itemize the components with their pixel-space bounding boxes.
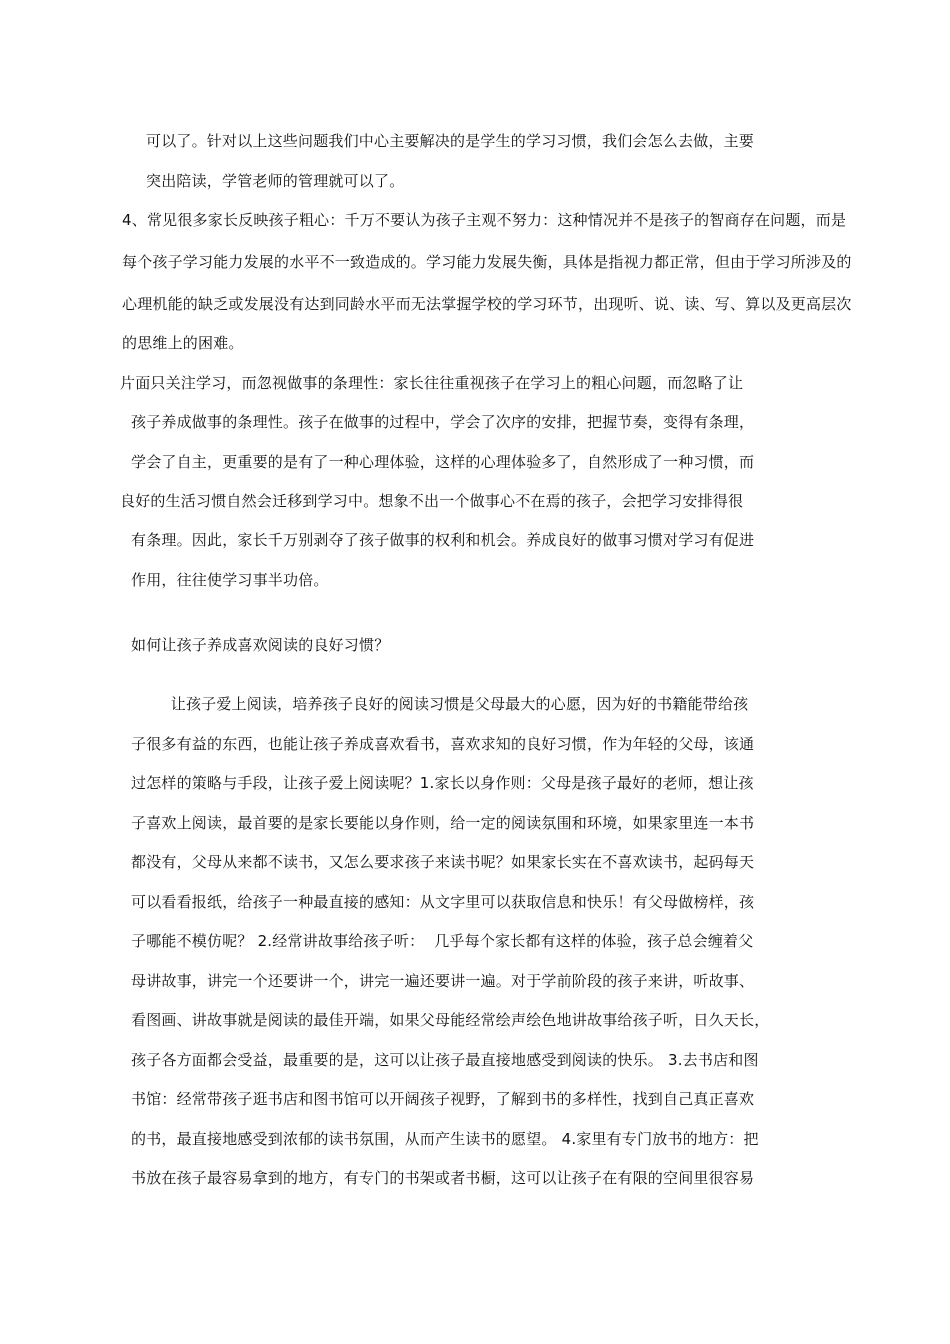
text-line: 书放在孩子最容易拿到的地方，有专门的书架或者书橱，这可以让孩子在有限的空间里很容易 xyxy=(131,1169,755,1187)
text-line: 书馆：经常带孩子逛书店和图书馆可以开阔孩子视野，了解到书的多样性，找到自己真正喜欢 xyxy=(131,1090,755,1108)
text-line: 孩子养成做事的条理性。孩子在做事的过程中，学会了次序的安排，把握节奏，变得有条理， xyxy=(131,413,755,431)
text-line: 有条理。因此，家长千万别剥夺了孩子做事的权利和机会。养成良好的做事习惯对学习有促进 xyxy=(131,531,755,549)
text-line: 心理机能的缺乏或发展没有达到同龄水平而无法掌握学校的学习环节，出现听、说、读、写、算以及更高层次 xyxy=(122,295,852,313)
text-line: 4、常见很多家长反映孩子粗心：千万不要认为孩子主观不努力：这种情况并不是孩子的智商存在问题，而是 xyxy=(122,211,847,229)
text-line: 可以看看报纸，给孩子一种最直接的感知：从文字里可以获取信息和快乐！有父母做榜样，孩 xyxy=(131,893,755,911)
text-line: 都没有，父母从来都不读书，又怎么要求孩子来读书呢？如果家长实在不喜欢读书，起码每天 xyxy=(131,853,755,871)
text-line: 突出陪读，学管老师的管理就可以了。 xyxy=(146,172,405,190)
text-line: 让孩子爱上阅读，培养孩子良好的阅读习惯是父母最大的心愿，因为好的书籍能带给孩 xyxy=(131,695,749,713)
text-line: 学会了自主，更重要的是有了一种心理体验，这样的心理体验多了，自然形成了一种习惯，而 xyxy=(131,453,755,471)
text-line: 每个孩子学习能力发展的水平不一致造成的。学习能力发展失衡，具体是指视力都正常，但由于学习所涉及的 xyxy=(122,253,852,271)
text-line: 子喜欢上阅读，最首要的是家长要能以身作则，给一定的阅读氛围和环境，如果家里连一本书 xyxy=(131,814,755,832)
text-line: 的思维上的困难。 xyxy=(122,334,244,352)
section-heading: 如何让孩子养成喜欢阅读的良好习惯？ xyxy=(131,636,390,654)
text-line: 良好的生活习惯自然会迁移到学习中。想象不出一个做事心不在焉的孩子，会把学习安排得很 xyxy=(120,492,744,510)
text-line: 的书，最直接地感受到浓郁的读书氛围，从而产生读书的愿望。 4.家里有专门放书的地方：把 xyxy=(131,1130,759,1148)
text-line: 可以了。针对以上这些问题我们中心主要解决的是学生的学习习惯，我们会怎么去做，主要 xyxy=(146,132,755,150)
text-line: 子很多有益的东西，也能让孩子养成喜欢看书，喜欢求知的良好习惯，作为年轻的父母，该通 xyxy=(131,735,755,753)
text-line: 孩子各方面都会受益，最重要的是，这可以让孩子最直接地感受到阅读的快乐。 3.去书店和图 xyxy=(131,1051,759,1069)
text-line: 看图画、讲故事就是阅读的最佳开端，如果父母能经常绘声绘色地讲故事给孩子听，日久天长， xyxy=(131,1011,770,1029)
text-line: 作用，往往使学习事半功倍。 xyxy=(131,571,329,589)
text-line: 母讲故事，讲完一个还要讲一个，讲完一遍还要讲一遍。对于学前阶段的孩子来讲，听故事、 xyxy=(131,972,755,990)
text-line: 过怎样的策略与手段，让孩子爱上阅读呢？1.家长以身作则：父母是孩子最好的老师，想让孩 xyxy=(131,774,754,792)
text-line: 片面只关注学习，而忽视做事的条理性：家长往往重视孩子在学习上的粗心问题，而忽略了让 xyxy=(120,374,744,392)
text-line: 子哪能不模仿呢？ 2.经常讲故事给孩子听： 几乎每个家长都有这样的体验，孩子总会缠着父 xyxy=(131,932,754,950)
